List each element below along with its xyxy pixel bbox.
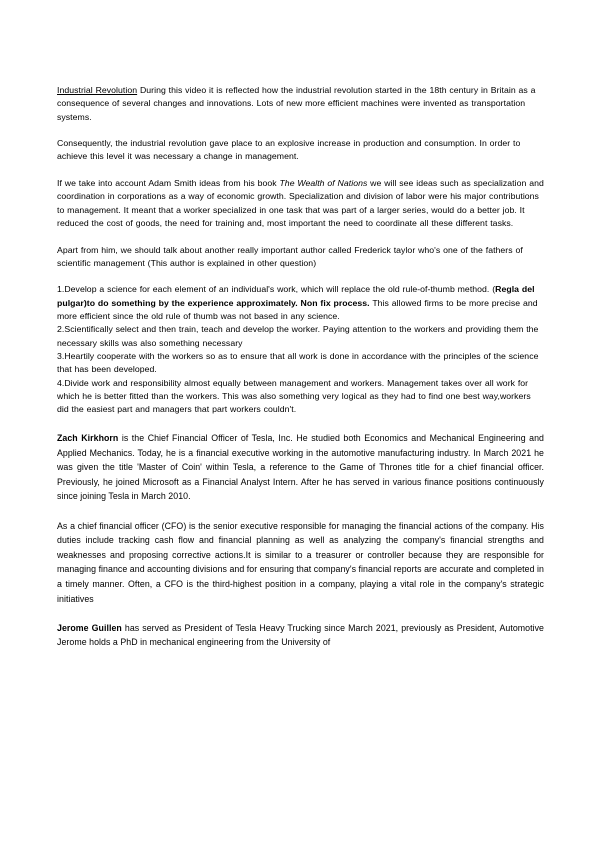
paragraph-spacer — [57, 164, 544, 177]
paragraph-consequently: Consequently, the industrial revolution gave place to an explosive increase in production and consumption. In order to achieve this level it was necessary a change in management. — [57, 138, 521, 162]
zach-kirkhorn-bio-text: is the Chief Financial Officer of Tesla, Inc. He studied both Economics and Mechanical Engineering and Applied Mechanics. Today, he is a financial executive working in the automotive manufacturing industry. In March 2021 he was given the title 'Master of Coin' within Tesla, a reference to the Game of Thrones title for a chief financial officer. Previously, he joined Microsoft as a Financial Analyst Intern. After he has served in various finance positions continuously since joining Tesla in March 2010. — [57, 433, 544, 502]
paragraph-spacer — [57, 270, 544, 283]
principle-item-3: 3.Heartily cooperate with the workers so as to ensure that all work is done in accordance with the principles of the science that has been developed. — [57, 350, 539, 375]
section-spacer — [57, 416, 544, 431]
paragraph-spacer — [57, 606, 544, 621]
paragraph-spacer — [57, 230, 544, 243]
principle-item-2: 2.Scientifically select and then train, teach and develop the worker. Paying attention to the workers and providing them the necessary skills was also something necessary — [57, 324, 539, 348]
heading-industrial-revolution: Industrial Revolution — [57, 85, 138, 95]
principle-1-text-part-2: This allowed firms to be more precise and more efficient since the old rule of thumb was not based in any science. — [57, 297, 538, 322]
adam-smith-text-before-title: If we take into account Adam Smith ideas from his book — [57, 178, 280, 189]
principle-1-text-part-1: 1.Develop a science for each element of an individual's work, which will replace the old rule-of-thumb method. ( — [57, 284, 496, 295]
paragraph-adam-smith — [57, 177, 544, 230]
paragraph-industrial-revolution — [57, 84, 544, 124]
paragraph-spacer — [57, 124, 544, 137]
book-title-wealth-of-nations: The Wealth of Nations — [279, 178, 368, 189]
paragraph-cfo-role-description: As a chief financial officer (CFO) is the senior executive responsible for managing the financial actions of the company. His duties include tracking cash flow and financial planning as well as analyzing the company's financial strengths and weaknesses and proposing corrective actions.It is similar to a treasurer or controller because they are responsible for managing finance and accounting divisions and for ensuring that company's financial reports are accurate and completed in a timely manner. Often, a CFO is the third-highest position in a company, playing a vital role in the company's strategic initiatives — [57, 520, 544, 604]
person-name-zach-kirkhorn: Zach Kirkhorn — [57, 433, 119, 444]
paragraph-frederick-taylor: Apart from him, we should talk about another really important author called Frederick taylor who's one of the fathers of scientific management (This author is explained in other question) — [57, 244, 523, 268]
principle-item-4: 4.Divide work and responsibility almost equally between management and workers. Management takes over all work for which he is better fitted than the workers. This was also something very logical as they had to find one best way,workers did the easiest part and managers that part workers couldn't. — [57, 377, 531, 415]
paragraph-industrial-revolution-text: During this video it is reflected how the industrial revolution started in the 18th century in Britain as a consequence of several changes and innovations. Lots of new more efficient machines were invented as transportation systems. — [57, 85, 536, 122]
paragraph-jerome-guillen — [57, 621, 544, 650]
adam-smith-text-after-title: we will see ideas such as specialization and coordination in corporations as a way of economic growth. Specialization and division of labor were his major contributions to management. It meant that a worker specialized in one task that was part of a larger series, would do a better job. It reduced the cost of goods, the need for training and, most important the need to coordinate all these different tasks. — [57, 178, 544, 228]
principle-1-bold-emphasis: Regla del pulgar)to do something by the experience approximately. Non fix process. — [57, 284, 535, 308]
jerome-guillen-bio-text: has served as President of Tesla Heavy Trucking since March 2021, previously as President, Automotive Jerome holds a PhD in mechanical engineering from the University of — [57, 622, 544, 648]
paragraph-zach-kirkhorn — [57, 431, 544, 504]
principle-item-1 — [57, 283, 544, 323]
person-name-jerome-guillen: Jerome Guillen — [57, 622, 122, 633]
document-text-body — [57, 84, 544, 650]
paragraph-spacer — [57, 504, 544, 519]
